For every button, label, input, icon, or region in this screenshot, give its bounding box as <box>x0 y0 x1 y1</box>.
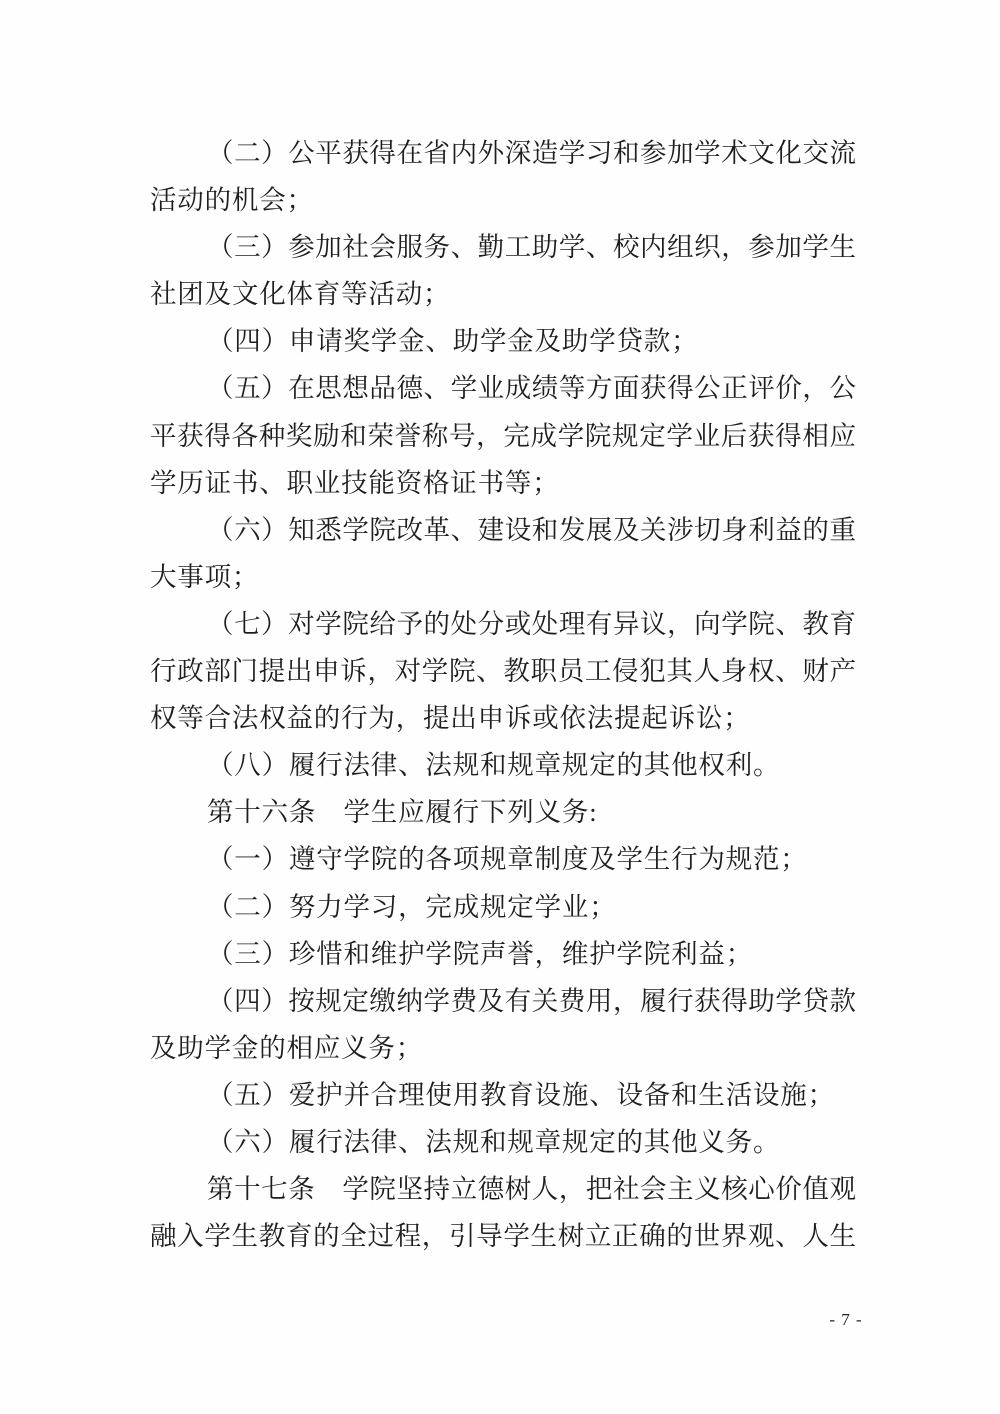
text-line: （七）对学院给予的处分或处理有异议，向学院、教育 <box>207 608 856 639</box>
text-line: 权等合法权益的行为，提出申诉或依法提起诉讼； <box>150 703 751 734</box>
document-body <box>150 130 856 1260</box>
text-line: （三）参加社会服务、勤工助学、校内组织，参加学生 <box>207 232 856 263</box>
text-line: （二）努力学习，完成规定学业； <box>207 891 617 922</box>
page-number: - 7 - <box>829 1310 863 1329</box>
text-line: （四）按规定缴纳学费及有关费用，履行获得助学贷款 <box>207 985 856 1016</box>
text-line: （六）履行法律、法规和规章规定的其他义务。 <box>207 1126 781 1157</box>
text-line: 活动的机会； <box>150 185 314 216</box>
text-line: （三）珍惜和维护学院声誉，维护学院利益； <box>207 938 753 969</box>
text-line: 行政部门提出申诉，对学院、教职员工侵犯其人身权、财产 <box>150 656 856 687</box>
text-line: （二）公平获得在省内外深造学习和参加学术文化交流 <box>207 138 856 168</box>
text-line: （四）申请奖学金、助学金及助学贷款； <box>207 326 699 357</box>
text-line: 社团及文化体育等活动； <box>150 279 451 310</box>
text-line: 及助学金的相应义务； <box>150 1032 423 1063</box>
text-line: 融入学生教育的全过程，引导学生树立正确的世界观、人生 <box>150 1221 856 1252</box>
text-line: （一）遵守学院的各项规章制度及学生行为规范； <box>207 844 808 875</box>
text-line: 大事项； <box>150 561 260 592</box>
text-line: （六）知悉学院改革、建设和发展及关涉切身利益的重 <box>207 514 856 545</box>
text-line: （八）履行法律、法规和规章规定的其他权利。 <box>207 750 781 781</box>
text-line: （五）在思想品德、学业成绩等方面获得公正评价，公 <box>207 373 856 404</box>
article-16-heading-line: 第十六条 学生应履行下列义务: <box>207 797 598 828</box>
text-line: 平获得各种奖励和荣誉称号，完成学院规定学业后获得相应 <box>150 420 856 451</box>
article-17-opening-line: 第十七条 学院坚持立德树人，把社会主义核心价值观 <box>207 1174 856 1205</box>
text-line: 学历证书、职业技能资格证书等； <box>150 467 560 498</box>
text-line: （五）爱护并合理使用教育设施、设备和生活设施； <box>207 1079 835 1110</box>
